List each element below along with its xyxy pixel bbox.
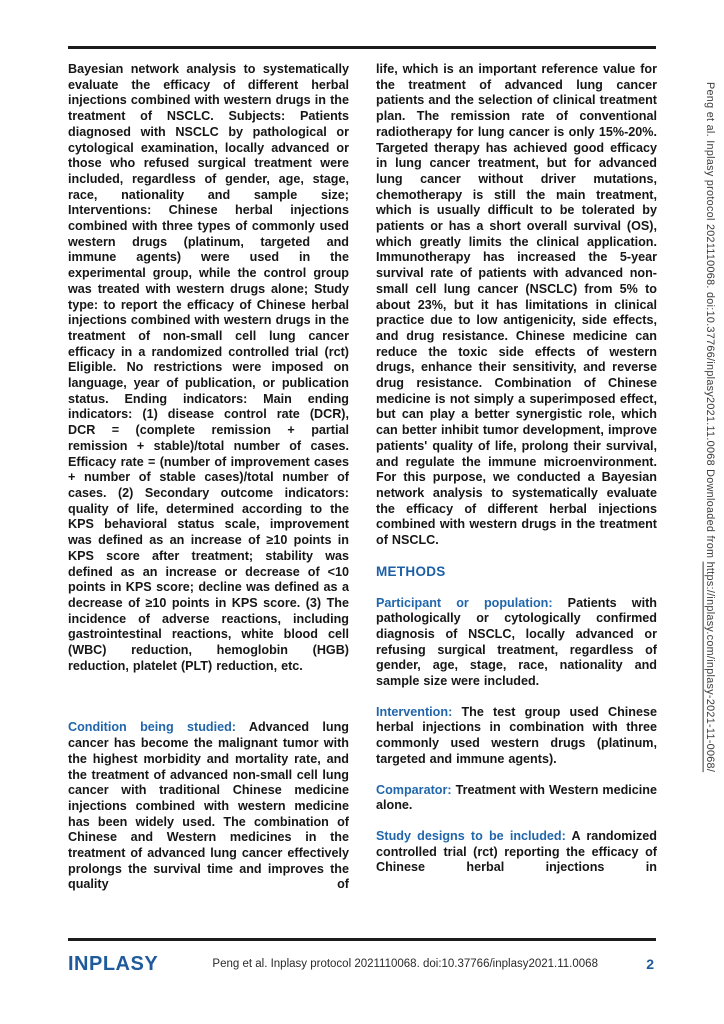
inplasy-logo: INPLASY <box>68 952 159 975</box>
bottom-rule <box>68 938 656 941</box>
left-column <box>68 62 349 908</box>
right-column <box>376 62 657 891</box>
page-footer <box>68 950 656 978</box>
footer-citation: Peng et al. Inplasy protocol 2021110068. doi:10.37766/inplasy2021.11.0068 <box>212 958 598 970</box>
paragraph: Condition being studied: Advanced lung cancer has become the malignant tumor with the highest morbidity and mortality rate, and the treatment of advanced non-small cell lung cancer with traditional Chinese medicine injections combined with western medicine has been widely used. The combination of Chinese and Western medicines in the treatment of advanced lung cancer effectively prolongs the survival time and improves the quality of <box>68 720 350 892</box>
side-citation-text: Peng et al. Inplasy protocol 2021110068. doi:10.37766/inplasy2021.11.0068 Downloaded from <box>704 82 716 562</box>
page-number: 2 <box>646 956 654 972</box>
paragraph: Bayesian network analysis to systematically evaluate the efficacy of different herbal injections combined with western drugs in the treatment of NSCLC. Subjects: Patients diagnosed with NSCLC by pathological or cytological examination, locally advanced or those who refused surgical treatment were included, regardless of gender, age, stage, race, nationality and sample size; Interventions: Chinese herbal injections combined with three types of commonly used western drugs (platinum, targeted and immune agents) were used in the experimental group, while the control group was treated with western drugs alone; Study type: to report the efficacy of Chinese herbal injections combined with western drugs in the treatment of non-small cell lung cancer efficacy in a randomized controlled trial (rct) Eligible. No restrictions were imposed on language, year of publication, or publication status. Ending indicators: Main ending indicators: (1) disease control rate (DCR), DCR = (complete remission + partial remission + stable)/total number of cases. Efficacy rate = (number of improvement cases + number of stable cases)/total number of cases. (2) Secondary outcome indicators: quality of life, determined according to the KPS behavioral status scale, improvement was defined as an increase of ≥10 points in KPS score after treatment; stability was defined as an increase or decrease of <10 points in KPS score; decline was defined as a decrease of ≥10 points in KPS score. (3) The incidence of adverse reactions, including gastrointestinal reactions, white blood cell (WBC) reduction, hemoglobin (HGB) reduction, platelet (PLT) reduction, etc. <box>68 62 349 673</box>
section-label: Participant or population: <box>376 595 568 610</box>
paragraph: Study designs to be included: A randomized controlled trial (rct) reporting the efficacy of Chinese herbal injections in <box>376 828 657 875</box>
section-label: Intervention: <box>376 704 462 719</box>
section-label: Comparator: <box>376 782 456 797</box>
section-label: Study designs to be included: <box>376 828 572 843</box>
section-label: Condition being studied: <box>68 720 249 735</box>
side-margin-citation <box>704 82 716 772</box>
paragraph: Intervention: The test group used Chinese herbal injections in combination with three commonly used western drugs (platinum, targeted and immune agents). <box>376 704 658 766</box>
paragraph: Comparator: Treatment with Western medicine alone. <box>376 782 657 813</box>
top-rule <box>68 46 656 49</box>
paragraph: life, which is an important reference value for the treatment of advanced lung cancer patients and the selection of clinical treatment plan. The remission rate of conventional radiotherapy for lung cancer is only 15%-20%. Targeted therapy has achieved good efficacy in lung cancer treatment, but for advanced lung cancer without driver mutations, chemotherapy is still the main treatment, which is usually difficult to be tolerated by patients or has a short overall survival (OS), which greatly limits the clinical application. Immunotherapy has increased the 5-year survival rate of patients with advanced non-small cell lung cancer (NSCLC) from 5% to about 23%, but it has limitations in clinical practice due to low antigenicity, side effects, and drug resistance. Chinese medicine can reduce the toxic side effects of western drugs, enhance their sensitivity, and reverse drug resistance. Combination of Chinese medicine is not simply a superimposed effect, but can play a better synergistic role, which can better inhibit tumor development, improve patients' quality of life, prolong their survival, and regulate the immune microenvironment. For this purpose, we conducted a Bayesian network analysis to systematically evaluate the efficacy of different herbal injections combined with western drugs in the treatment of NSCLC. <box>376 62 657 548</box>
paragraph: Participant or population: Patients with pathologically or cytologically confirmed diagnosis of NSCLC, locally advanced or refusing surgical treatment, regardless of gender, age, stage, race, nationality and sample size were included. <box>376 595 657 689</box>
section-heading: METHODS <box>376 563 446 579</box>
side-citation-link[interactable]: https://inplasy.com/inplasy-2021-11-0068/ <box>704 561 716 773</box>
